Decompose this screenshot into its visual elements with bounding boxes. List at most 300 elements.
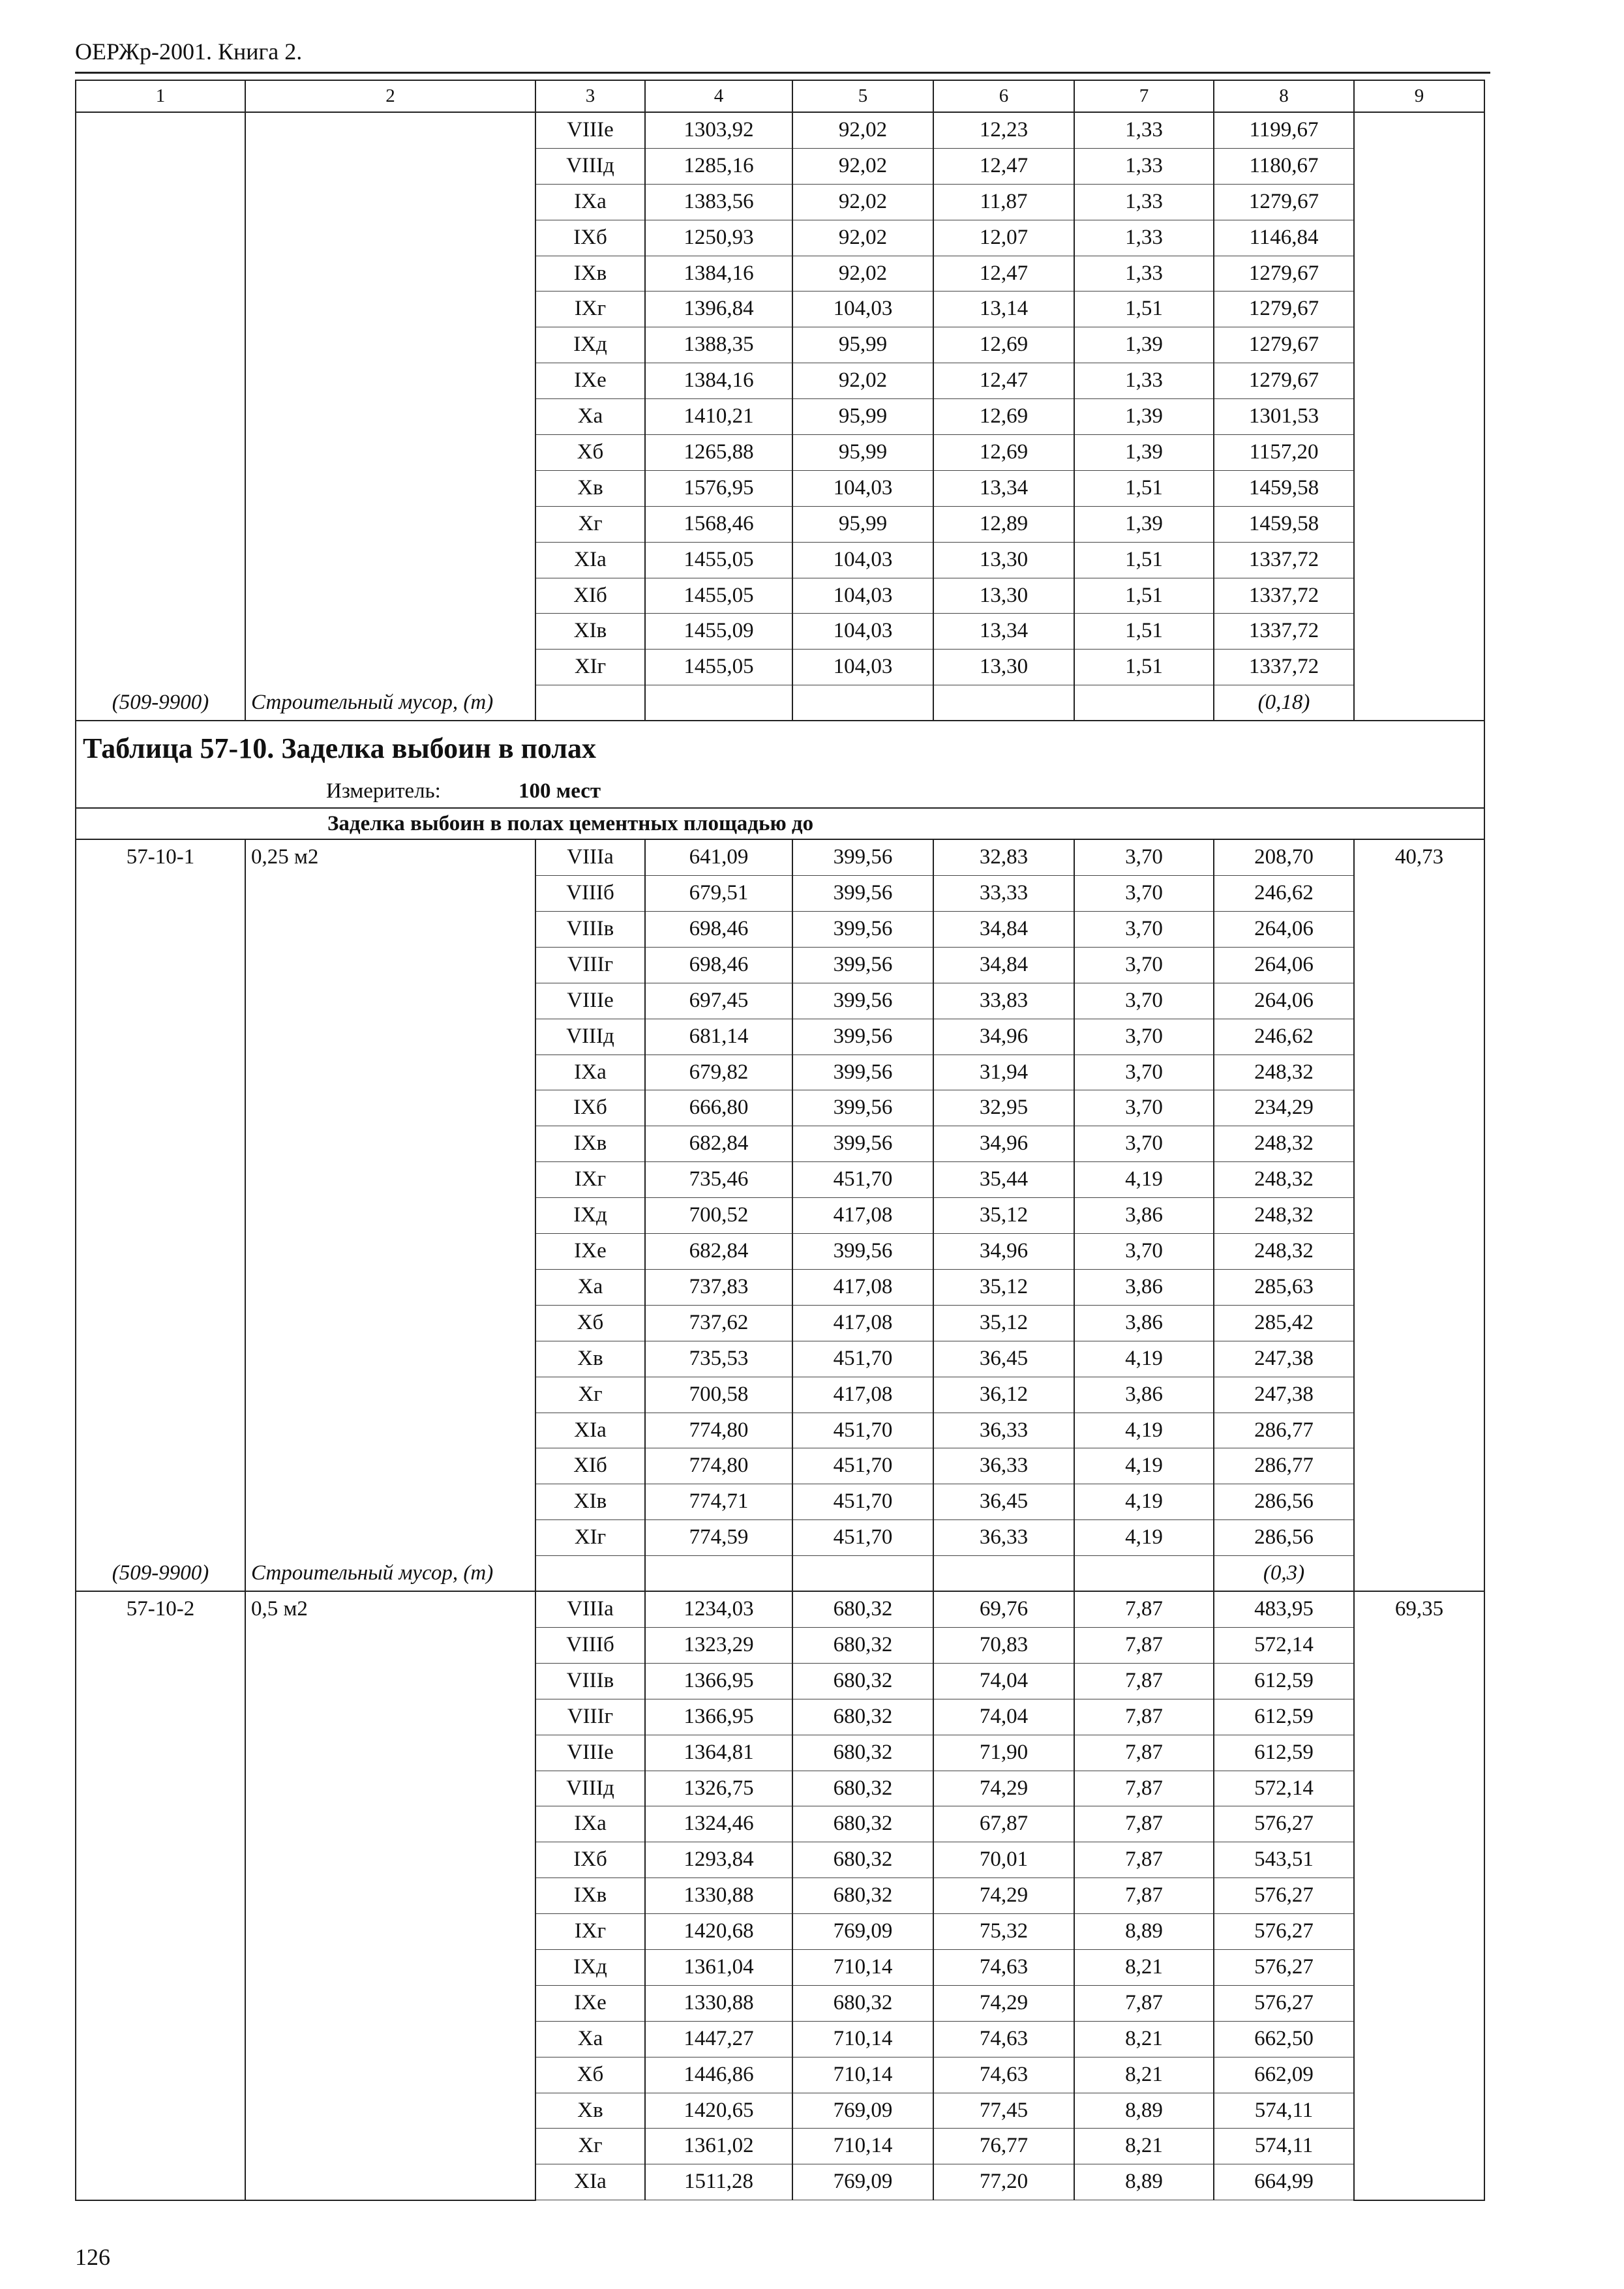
- name-cell: [245, 983, 535, 1019]
- value-col9: [1354, 542, 1484, 578]
- code-cell: [76, 1090, 245, 1126]
- zone-cell: IXе: [535, 1234, 645, 1270]
- value-col6: 74,29: [933, 1878, 1074, 1914]
- value-col9: [1354, 650, 1484, 685]
- value-col5: 680,32: [792, 1771, 933, 1806]
- zone-cell: IXв: [535, 1878, 645, 1914]
- value-col8: 1279,67: [1214, 184, 1354, 220]
- value-col4: 1265,88: [645, 435, 792, 471]
- value-col6: 75,32: [933, 1914, 1074, 1950]
- name-cell: [245, 1735, 535, 1771]
- table-row: [76, 1126, 1484, 1162]
- zone-cell: IXд: [535, 1198, 645, 1234]
- value-col6: 36,33: [933, 1413, 1074, 1448]
- value-col5: 451,70: [792, 1162, 933, 1198]
- code-cell: [76, 1699, 245, 1735]
- zone-cell: Xб: [535, 435, 645, 471]
- code-cell: [76, 506, 245, 542]
- value-col5: 417,08: [792, 1198, 933, 1234]
- value-col8: 264,06: [1214, 912, 1354, 948]
- waste-row: [76, 685, 1484, 721]
- value-col6: 12,07: [933, 220, 1074, 256]
- value-col6: 13,34: [933, 614, 1074, 650]
- value-col6: 70,83: [933, 1627, 1074, 1663]
- empty-cell: [1354, 685, 1484, 721]
- value-col6: 12,47: [933, 363, 1074, 399]
- value-col9: [1354, 1377, 1484, 1413]
- name-cell: [245, 2021, 535, 2057]
- column-number: 9: [1354, 80, 1484, 112]
- table-row: [76, 363, 1484, 399]
- value-col5: 399,56: [792, 1019, 933, 1055]
- zone-cell: IXе: [535, 1985, 645, 2021]
- zone-cell: XIа: [535, 2164, 645, 2200]
- header-rule: [75, 72, 1490, 74]
- value-col6: 33,33: [933, 876, 1074, 912]
- name-cell: [245, 148, 535, 184]
- value-col8: 1157,20: [1214, 435, 1354, 471]
- code-cell: [76, 1878, 245, 1914]
- zone-cell: VIIIа: [535, 839, 645, 875]
- table-row: [76, 1878, 1484, 1914]
- name-cell: [245, 435, 535, 471]
- value-col8: 246,62: [1214, 876, 1354, 912]
- empty-cell: [933, 1556, 1074, 1592]
- name-cell: [245, 399, 535, 435]
- zone-cell: VIIIе: [535, 112, 645, 148]
- value-col7: 3,70: [1074, 1019, 1214, 1055]
- code-cell: [76, 1735, 245, 1771]
- table-row: [76, 1413, 1484, 1448]
- zone-cell: VIIIе: [535, 1735, 645, 1771]
- table-row: [76, 1806, 1484, 1842]
- code-cell: [76, 1162, 245, 1198]
- value-col5: 451,70: [792, 1413, 933, 1448]
- measure-cell: [76, 776, 1484, 808]
- value-col8: 576,27: [1214, 1949, 1354, 1985]
- value-col6: 35,12: [933, 1305, 1074, 1341]
- value-col6: 11,87: [933, 184, 1074, 220]
- value-col5: 399,56: [792, 1234, 933, 1270]
- table-row: [76, 1520, 1484, 1556]
- value-col5: 92,02: [792, 363, 933, 399]
- value-col7: 1,33: [1074, 184, 1214, 220]
- column-number: 5: [792, 80, 933, 112]
- table-row: [76, 1771, 1484, 1806]
- value-col5: 417,08: [792, 1269, 933, 1305]
- measure-label: Измеритель:: [326, 779, 441, 803]
- value-col4: 774,80: [645, 1448, 792, 1484]
- measure-value: 100 мест: [519, 779, 601, 803]
- zone-cell: VIIIд: [535, 1771, 645, 1806]
- value-col9: [1354, 399, 1484, 435]
- value-col5: 451,70: [792, 1341, 933, 1377]
- name-cell: [245, 2164, 535, 2200]
- value-col8: 576,27: [1214, 1806, 1354, 1842]
- name-cell: [245, 1090, 535, 1126]
- value-col7: 7,87: [1074, 1663, 1214, 1699]
- value-col6: 36,33: [933, 1448, 1074, 1484]
- table-row: [76, 1735, 1484, 1771]
- zone-cell: VIIIб: [535, 1627, 645, 1663]
- value-col9: [1354, 1627, 1484, 1663]
- value-col6: 34,84: [933, 947, 1074, 983]
- code-cell: [76, 1663, 245, 1699]
- code-cell: [76, 614, 245, 650]
- rates-table: [75, 80, 1485, 2201]
- code-cell: [76, 470, 245, 506]
- zone-cell: IXа: [535, 1806, 645, 1842]
- value-col9: [1354, 1949, 1484, 1985]
- zone-cell: Xа: [535, 2021, 645, 2057]
- table-row: [76, 1985, 1484, 2021]
- zone-cell: XIа: [535, 542, 645, 578]
- value-col7: 3,86: [1074, 1269, 1214, 1305]
- value-col4: 1455,05: [645, 542, 792, 578]
- table-title: Таблица 57-10. Заделка выбоин в полах: [76, 721, 1484, 776]
- value-col8: 543,51: [1214, 1842, 1354, 1878]
- waste-code: (509-9900): [76, 1556, 245, 1592]
- code-cell: [76, 2164, 245, 2200]
- empty-cell: [535, 685, 645, 721]
- value-col9: [1354, 2129, 1484, 2164]
- value-col4: 1410,21: [645, 399, 792, 435]
- value-col4: 1330,88: [645, 1878, 792, 1914]
- name-cell: [245, 1663, 535, 1699]
- value-col7: 1,51: [1074, 292, 1214, 327]
- value-col5: 95,99: [792, 506, 933, 542]
- value-col9: [1354, 2021, 1484, 2057]
- value-col9: [1354, 1269, 1484, 1305]
- value-col9: [1354, 506, 1484, 542]
- value-col9: [1354, 1126, 1484, 1162]
- value-col6: 74,29: [933, 1985, 1074, 2021]
- value-col5: 417,08: [792, 1305, 933, 1341]
- value-col8: 1337,72: [1214, 650, 1354, 685]
- value-col6: 34,84: [933, 912, 1074, 948]
- value-col6: 67,87: [933, 1806, 1074, 1842]
- value-col8: 247,38: [1214, 1377, 1354, 1413]
- zone-cell: VIIIв: [535, 1663, 645, 1699]
- code-cell: [76, 220, 245, 256]
- code-cell: 57-10-2: [76, 1591, 245, 1627]
- value-col8: 612,59: [1214, 1699, 1354, 1735]
- zone-cell: VIIIе: [535, 983, 645, 1019]
- empty-cell: [1354, 1556, 1484, 1592]
- value-col4: 1455,05: [645, 650, 792, 685]
- empty-cell: [645, 1556, 792, 1592]
- name-cell: [245, 1019, 535, 1055]
- value-col7: 8,21: [1074, 2057, 1214, 2093]
- value-col6: 35,12: [933, 1269, 1074, 1305]
- value-col7: 1,33: [1074, 220, 1214, 256]
- zone-cell: XIа: [535, 1413, 645, 1448]
- value-col9: [1354, 947, 1484, 983]
- value-col8: 1337,72: [1214, 614, 1354, 650]
- column-number: 1: [76, 80, 245, 112]
- table-row: [76, 292, 1484, 327]
- name-cell: [245, 1162, 535, 1198]
- value-col6: 70,01: [933, 1842, 1074, 1878]
- zone-cell: IXб: [535, 220, 645, 256]
- value-col9: [1354, 2057, 1484, 2093]
- value-col8: 1301,53: [1214, 399, 1354, 435]
- value-col9: [1354, 435, 1484, 471]
- waste-value: (0,18): [1214, 685, 1354, 721]
- value-col6: 36,33: [933, 1520, 1074, 1556]
- value-col4: 700,58: [645, 1377, 792, 1413]
- zone-cell: XIг: [535, 1520, 645, 1556]
- value-col5: 399,56: [792, 1090, 933, 1126]
- zone-cell: VIIIд: [535, 1019, 645, 1055]
- value-col9: 69,35: [1354, 1591, 1484, 1627]
- value-col5: 399,56: [792, 1055, 933, 1090]
- value-col4: 698,46: [645, 947, 792, 983]
- value-col6: 12,69: [933, 399, 1074, 435]
- value-col8: 1459,58: [1214, 506, 1354, 542]
- value-col9: [1354, 876, 1484, 912]
- value-col8: 248,32: [1214, 1055, 1354, 1090]
- name-cell: [245, 1448, 535, 1484]
- value-col4: 1384,16: [645, 256, 792, 292]
- value-col5: 680,32: [792, 1735, 933, 1771]
- value-col9: [1354, 1914, 1484, 1950]
- value-col4: 1447,27: [645, 2021, 792, 2057]
- value-col6: 12,23: [933, 112, 1074, 148]
- code-cell: [76, 542, 245, 578]
- value-col8: 264,06: [1214, 947, 1354, 983]
- name-cell: [245, 947, 535, 983]
- value-col8: 286,56: [1214, 1484, 1354, 1520]
- value-col7: 8,89: [1074, 2164, 1214, 2200]
- value-col9: [1354, 470, 1484, 506]
- value-col7: 4,19: [1074, 1520, 1214, 1556]
- value-col9: [1354, 1484, 1484, 1520]
- value-col5: 451,70: [792, 1448, 933, 1484]
- value-col4: 1455,05: [645, 578, 792, 614]
- value-col5: 95,99: [792, 435, 933, 471]
- value-col4: 1511,28: [645, 2164, 792, 2200]
- value-col7: 4,19: [1074, 1484, 1214, 1520]
- value-col9: [1354, 2093, 1484, 2129]
- code-cell: [76, 1019, 245, 1055]
- value-col8: 576,27: [1214, 1878, 1354, 1914]
- value-col7: 4,19: [1074, 1413, 1214, 1448]
- value-col6: 74,04: [933, 1699, 1074, 1735]
- value-col4: 1364,81: [645, 1735, 792, 1771]
- table-row: [76, 2093, 1484, 2129]
- value-col8: 1337,72: [1214, 542, 1354, 578]
- column-number: 6: [933, 80, 1074, 112]
- zone-cell: IXб: [535, 1842, 645, 1878]
- value-col4: 1293,84: [645, 1842, 792, 1878]
- value-col9: [1354, 184, 1484, 220]
- waste-label: Строительный мусор, (т): [245, 685, 535, 721]
- value-col4: 1420,68: [645, 1914, 792, 1950]
- value-col6: 13,14: [933, 292, 1074, 327]
- value-col5: 680,32: [792, 1842, 933, 1878]
- code-cell: [76, 1914, 245, 1950]
- value-col6: 36,12: [933, 1377, 1074, 1413]
- value-col8: 572,14: [1214, 1627, 1354, 1663]
- name-cell: [245, 112, 535, 148]
- value-col9: [1354, 220, 1484, 256]
- zone-cell: IXв: [535, 1126, 645, 1162]
- code-cell: [76, 1198, 245, 1234]
- table-row: [76, 1377, 1484, 1413]
- subtitle-row: [76, 808, 1484, 839]
- value-col7: 3,70: [1074, 876, 1214, 912]
- zone-cell: IXг: [535, 1914, 645, 1950]
- value-col7: 1,51: [1074, 542, 1214, 578]
- value-col5: 92,02: [792, 112, 933, 148]
- empty-cell: [792, 685, 933, 721]
- zone-cell: XIв: [535, 614, 645, 650]
- table-row: [76, 2164, 1484, 2200]
- value-col9: [1354, 1198, 1484, 1234]
- value-col6: 12,47: [933, 148, 1074, 184]
- table-row: [76, 112, 1484, 148]
- name-cell: 0,5 м2: [245, 1591, 535, 1627]
- value-col8: 483,95: [1214, 1591, 1354, 1627]
- value-col6: 12,89: [933, 506, 1074, 542]
- value-col7: 1,51: [1074, 614, 1214, 650]
- table-subtitle: Заделка выбоин в полах цементных площадью до: [76, 808, 1484, 839]
- value-col7: 1,51: [1074, 578, 1214, 614]
- name-cell: [245, 1198, 535, 1234]
- value-col9: [1354, 1699, 1484, 1735]
- value-col4: 682,84: [645, 1126, 792, 1162]
- table-row: [76, 1663, 1484, 1699]
- value-col5: 680,32: [792, 1591, 933, 1627]
- value-col4: 737,83: [645, 1269, 792, 1305]
- value-col9: [1354, 1413, 1484, 1448]
- zone-cell: VIIIб: [535, 876, 645, 912]
- value-col7: 3,70: [1074, 1055, 1214, 1090]
- value-col4: 1383,56: [645, 184, 792, 220]
- value-col5: 104,03: [792, 470, 933, 506]
- name-cell: [245, 912, 535, 948]
- zone-cell: IXг: [535, 1162, 645, 1198]
- name-cell: [245, 1055, 535, 1090]
- value-col5: 92,02: [792, 184, 933, 220]
- value-col4: 735,53: [645, 1341, 792, 1377]
- table-row: [76, 1019, 1484, 1055]
- table-row: [76, 470, 1484, 506]
- value-col9: 40,73: [1354, 839, 1484, 875]
- value-col5: 680,32: [792, 1663, 933, 1699]
- table-row: [76, 1484, 1484, 1520]
- value-col7: 7,87: [1074, 1735, 1214, 1771]
- value-col6: 71,90: [933, 1735, 1074, 1771]
- value-col6: 76,77: [933, 2129, 1074, 2164]
- value-col7: 1,33: [1074, 112, 1214, 148]
- value-col4: 1446,86: [645, 2057, 792, 2093]
- value-col9: [1354, 1234, 1484, 1270]
- zone-cell: Xг: [535, 2129, 645, 2164]
- value-col9: [1354, 1663, 1484, 1699]
- code-cell: [76, 184, 245, 220]
- value-col4: 735,46: [645, 1162, 792, 1198]
- page-number: 126: [75, 2244, 110, 2270]
- name-cell: [245, 1305, 535, 1341]
- value-col6: 13,30: [933, 578, 1074, 614]
- value-col9: [1354, 1985, 1484, 2021]
- value-col5: 680,32: [792, 1878, 933, 1914]
- name-cell: [245, 2129, 535, 2164]
- zone-cell: IXб: [535, 1090, 645, 1126]
- value-col5: 92,02: [792, 220, 933, 256]
- zone-cell: IXе: [535, 363, 645, 399]
- value-col8: 662,50: [1214, 2021, 1354, 2057]
- name-cell: [245, 1377, 535, 1413]
- value-col5: 104,03: [792, 578, 933, 614]
- table-row: [76, 912, 1484, 948]
- value-col7: 7,87: [1074, 1627, 1214, 1663]
- empty-cell: [933, 685, 1074, 721]
- waste-label: Строительный мусор, (т): [245, 1556, 535, 1592]
- code-cell: [76, 1269, 245, 1305]
- name-cell: [245, 1484, 535, 1520]
- value-col7: 3,70: [1074, 839, 1214, 875]
- value-col5: 92,02: [792, 256, 933, 292]
- value-col8: 285,63: [1214, 1269, 1354, 1305]
- table-row: [76, 1198, 1484, 1234]
- zone-cell: VIIIв: [535, 912, 645, 948]
- value-col5: 769,09: [792, 2164, 933, 2200]
- name-cell: [245, 292, 535, 327]
- name-cell: [245, 1771, 535, 1806]
- zone-cell: Xв: [535, 470, 645, 506]
- name-cell: [245, 578, 535, 614]
- value-col5: 710,14: [792, 2021, 933, 2057]
- value-col7: 3,70: [1074, 1090, 1214, 1126]
- value-col5: 104,03: [792, 650, 933, 685]
- name-cell: [245, 1413, 535, 1448]
- table-row: [76, 435, 1484, 471]
- value-col4: 682,84: [645, 1234, 792, 1270]
- value-col5: 451,70: [792, 1484, 933, 1520]
- zone-cell: IXд: [535, 1949, 645, 1985]
- value-col8: 574,11: [1214, 2093, 1354, 2129]
- table-row: [76, 947, 1484, 983]
- table-row: [76, 1627, 1484, 1663]
- value-col6: 77,20: [933, 2164, 1074, 2200]
- empty-cell: [645, 685, 792, 721]
- value-col8: 248,32: [1214, 1162, 1354, 1198]
- zone-cell: VIIIг: [535, 1699, 645, 1735]
- value-col9: [1354, 148, 1484, 184]
- value-col5: 399,56: [792, 947, 933, 983]
- value-col5: 95,99: [792, 399, 933, 435]
- value-col7: 3,70: [1074, 1126, 1214, 1162]
- zone-cell: VIIIг: [535, 947, 645, 983]
- value-col8: 1279,67: [1214, 292, 1354, 327]
- value-col5: 451,70: [792, 1520, 933, 1556]
- table-row: [76, 1090, 1484, 1126]
- code-cell: [76, 1126, 245, 1162]
- table-row: [76, 256, 1484, 292]
- value-col9: [1354, 292, 1484, 327]
- value-col4: 1361,02: [645, 2129, 792, 2164]
- value-col9: [1354, 1055, 1484, 1090]
- value-col8: 248,32: [1214, 1234, 1354, 1270]
- value-col5: 680,32: [792, 1699, 933, 1735]
- value-col6: 74,63: [933, 1949, 1074, 1985]
- value-col7: 7,87: [1074, 1806, 1214, 1842]
- value-col9: [1354, 578, 1484, 614]
- zone-cell: XIв: [535, 1484, 645, 1520]
